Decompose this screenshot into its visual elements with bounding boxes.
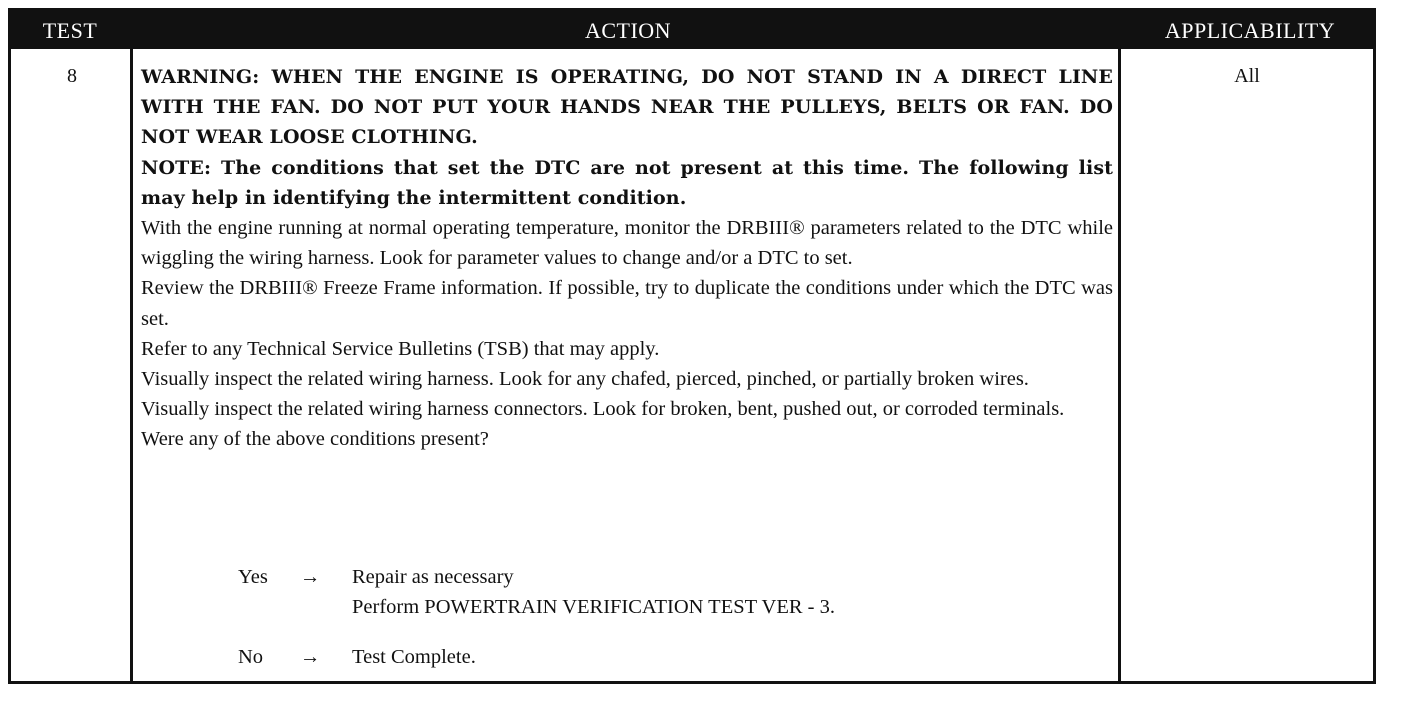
column-divider (130, 49, 133, 681)
step-text: Review the DRBIII® Freeze Frame information. If possible, try to duplicate the conditions under which the DTC was set. (141, 277, 1113, 330)
step-text: Visually inspect the related wiring harness connectors. Look for broken, bent, pushed out, or corroded terminals. (141, 398, 1065, 421)
step-text: Refer to any Technical Service Bulletins (TSB) that may apply. (141, 337, 660, 360)
applicability-value: All (1234, 65, 1260, 87)
note-text: NOTE: The conditions that set the DTC are not present at this time. The following list may help in identifying the intermittent condition. (141, 156, 1113, 209)
result-no-text: Test Complete. (352, 646, 476, 668)
result-yes-line1: Repair as necessary (352, 566, 514, 588)
table-header (11, 11, 1373, 49)
warning-text: WARNING: WHEN THE ENGINE IS OPERATING, DO NOT STAND IN A DIRECT LINE WITH THE FAN. DO NOT PUT YOUR HANDS NEAR THE PULLEYS, BELTS OR FAN. DO NOT WEAR LOOSE CLOTHING. (141, 66, 1113, 149)
step-text: With the engine running at normal operating temperature, monitor the DRBIII® parameters related to the DTC while wiggling the wiring harness. Look for parameter values to change and/or a DTC to set. (141, 217, 1113, 270)
arrow-right-icon: → (300, 566, 321, 588)
action-cell (141, 62, 1113, 455)
header-test: TEST (42, 18, 98, 43)
header-applicability: APPLICABILITY (1164, 18, 1336, 43)
result-yes-label: Yes (238, 566, 268, 588)
header-action: ACTION (584, 18, 672, 43)
result-yes-line2: Perform POWERTRAIN VERIFICATION TEST VER - 3. (352, 596, 835, 619)
question-text: Were any of the above conditions present? (141, 428, 489, 451)
test-number: 8 (67, 65, 77, 87)
column-divider (1118, 49, 1121, 681)
arrow-right-icon: → (300, 646, 321, 668)
result-no-label: No (238, 646, 264, 668)
step-text: Visually inspect the related wiring harness. Look for any chafed, pierced, pinched, or partially broken wires. (141, 368, 1029, 391)
result-yes-text (352, 562, 835, 622)
